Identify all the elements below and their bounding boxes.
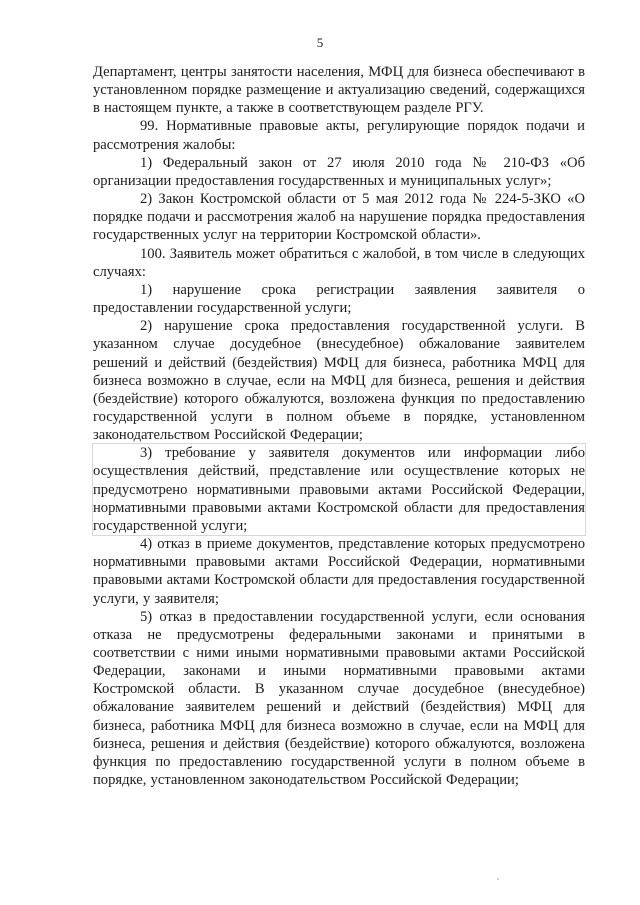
paragraph-99-item-1: 1) Федеральный закон от 27 июля 2010 года № 210-ФЗ «Об организации предоставления государственных и муниципальных услуг»; <box>93 154 585 189</box>
paragraph-department-obligation: Департамент, центры занятости населения, МФЦ для бизнеса обеспечивают в установленном порядке размещение и актуализацию сведений, содержащихся в настоящем пункте, а также в соответствующем разделе РГУ. <box>93 64 585 117</box>
paragraph-100-item-5: 5) отказ в предоставлении государственной услуги, если основания отказа не предусмотрены федеральными законами и принятыми в соответствии с ними иными нормативными правовыми актами Российской Федерации, законами и иными нормативными правовыми актами Костромской области. В указанном случае досудебное (внесудебное) обжалование заявителем решений и действий (бездействия) МФЦ для бизнеса, работника МФЦ для бизнеса возможно в случае, если на МФЦ для бизнеса, решения и действия (бездействие) которого обжалуются, возложена функция по предоставлению государственной услуги в полном объеме в порядке, установленном законодательством Российской Федерации; <box>93 608 585 789</box>
paragraph-100-item-2: 2) нарушение срока предоставления государственной услуги. В указанном случае досудебное (внесудебное) обжалование заявителем решений и действий (бездействия) МФЦ для бизнеса, работника МФЦ для бизнеса возможно в случае, если на МФЦ для бизнеса, решения и действия (бездействие) которого обжалуются, возложена функция по предоставлению государственной услуги в полном объеме в порядке, установленном законодательством Российской Федерации; <box>93 318 585 444</box>
scan-speck <box>497 878 499 880</box>
paragraph-100-item-4: 4) отказ в приеме документов, представление которых предусмотрено нормативными правовыми актами Российской Федерации, нормативными правовыми актами Костромской области для предоставления государственной услуги, у заявителя; <box>93 536 585 607</box>
paragraph-100-header: 100. Заявитель может обратиться с жалобой, в том числе в следующих случаях: <box>93 245 585 280</box>
paragraph-100-item-1: 1) нарушение срока регистрации заявления заявителя о предоставлении государственной услуги; <box>93 281 585 317</box>
paragraph-99-item-2: 2) Закон Костромской области от 5 мая 2012 года № 224-5-ЗКО «О порядке подачи и рассмотрения жалоб на нарушение порядка предоставления государственных услуг на территории Костромской области». <box>93 191 585 244</box>
page-number: 5 <box>316 35 324 50</box>
paragraph-100-item-3: 3) требование у заявителя документов или информации либо осуществления действий, представление или осуществление которых не предусмотрено нормативными правовыми актами Российской Федерации, нормативными правовыми актами Костромской области для предоставления государственной услуги; <box>93 445 585 534</box>
paragraph-99-header: 99. Нормативные правовые акты, регулирующие порядок подачи и рассмотрения жалобы: <box>93 118 585 153</box>
document-body <box>93 63 585 789</box>
